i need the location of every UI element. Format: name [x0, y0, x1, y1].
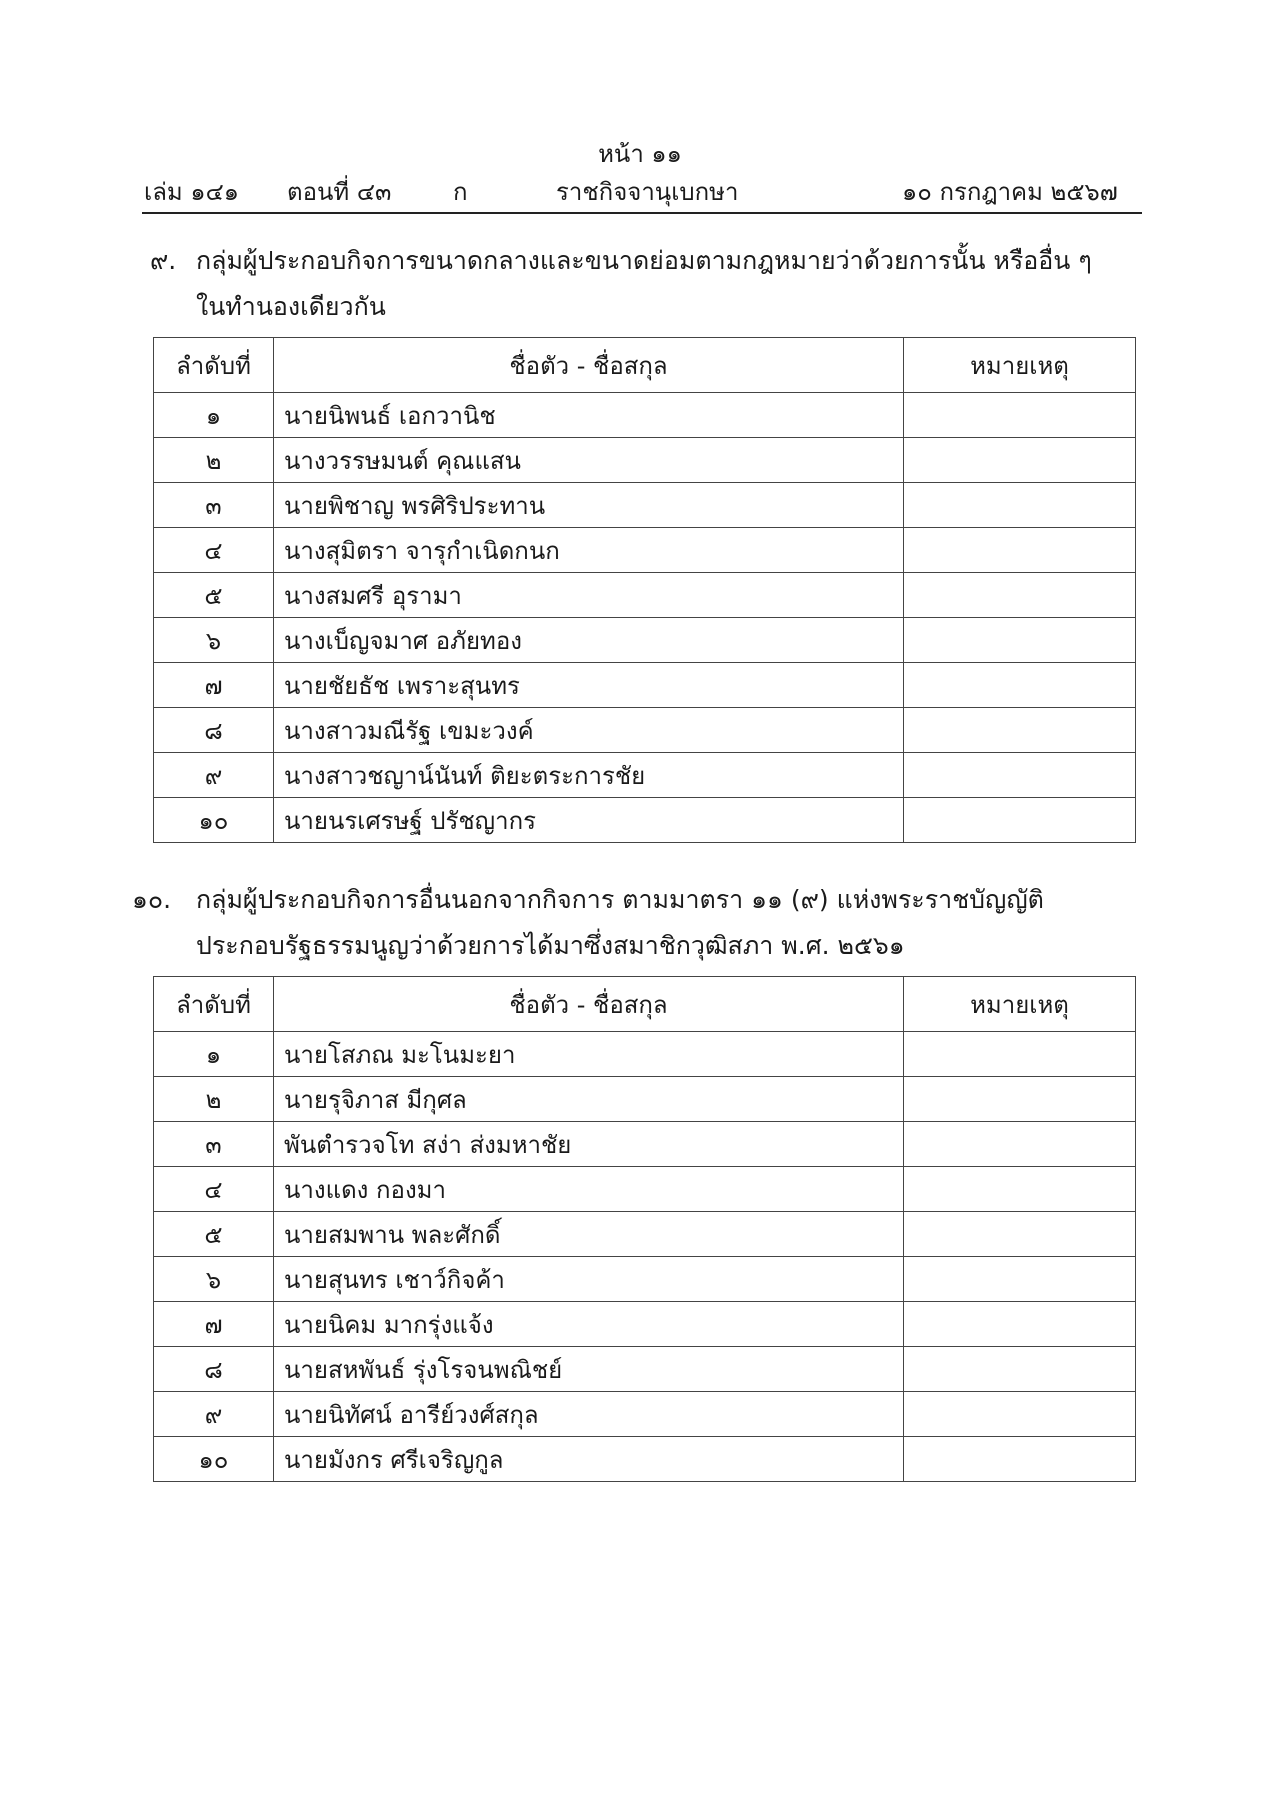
row-number: ๒ [154, 1077, 274, 1122]
row-number: ๕ [154, 1212, 274, 1257]
remark-cell [904, 1122, 1136, 1167]
person-name: นายนิคม มากรุ่งแจ้ง [274, 1302, 904, 1347]
person-name: พันตำรวจโท สง่า ส่งมหาชัย [274, 1122, 904, 1167]
row-number: ๗ [154, 663, 274, 708]
table-header-row [154, 338, 1136, 393]
row-number: ๕ [154, 573, 274, 618]
remark-cell [904, 1437, 1136, 1482]
remark-cell [904, 708, 1136, 753]
page-number: หน้า ๑๑ [598, 140, 682, 168]
table-row [154, 1437, 1136, 1482]
person-name: นายสุนทร เชาว์กิจค้า [274, 1257, 904, 1302]
row-number: ๓ [154, 483, 274, 528]
row-number: ๑ [154, 1032, 274, 1077]
remark-cell [904, 573, 1136, 618]
row-number: ๔ [154, 1167, 274, 1212]
row-number: ๙ [154, 753, 274, 798]
section-number: ๑๐. [132, 885, 172, 914]
section-title-line1: กลุ่มผู้ประกอบกิจการขนาดกลางและขนาดย่อมตามกฎหมายว่าด้วยการนั้น หรืออื่น ๆ [196, 246, 1092, 275]
table-row [154, 618, 1136, 663]
row-number: ๙ [154, 1392, 274, 1437]
person-name: นางสาวชญาน์นันท์ ติยะตระการชัย [274, 753, 904, 798]
row-number: ๑๐ [154, 798, 274, 843]
person-name: นางสาวมณีรัฐ เขมะวงค์ [274, 708, 904, 753]
remark-cell [904, 483, 1136, 528]
section-title-line2: ในทำนองเดียวกัน [196, 292, 386, 321]
table-row [154, 1212, 1136, 1257]
table-row [154, 438, 1136, 483]
remark-cell [904, 663, 1136, 708]
row-number: ๖ [154, 618, 274, 663]
remark-cell [904, 618, 1136, 663]
publication-date: ๑๐ กรกฎาคม ๒๕๖๗ [902, 178, 1118, 206]
section-label: ก [453, 178, 468, 206]
row-number: ๓ [154, 1122, 274, 1167]
table-row [154, 483, 1136, 528]
publication-title: ราชกิจจานุเบกษา [556, 178, 739, 206]
remark-cell [904, 798, 1136, 843]
table-row [154, 1077, 1136, 1122]
person-name: นายนิทัศน์ อารีย์วงศ์สกุล [274, 1392, 904, 1437]
row-number: ๒ [154, 438, 274, 483]
column-header-name: ชื่อตัว - ชื่อสกุล [274, 338, 904, 393]
remark-cell [904, 1347, 1136, 1392]
table-row [154, 1122, 1136, 1167]
table-row [154, 528, 1136, 573]
table-row [154, 1257, 1136, 1302]
row-number: ๘ [154, 708, 274, 753]
remark-cell [904, 1392, 1136, 1437]
remark-cell [904, 393, 1136, 438]
section-10-heading [132, 877, 1140, 969]
person-name: นายนรเศรษฐ์ ปรัชญากร [274, 798, 904, 843]
person-name: นายรุจิภาส มีกุศล [274, 1077, 904, 1122]
header-divider [142, 212, 1142, 214]
row-number: ๖ [154, 1257, 274, 1302]
column-header-order: ลำดับที่ [154, 338, 274, 393]
table-header-row [154, 977, 1136, 1032]
remark-cell [904, 438, 1136, 483]
remark-cell [904, 1032, 1136, 1077]
remark-cell [904, 753, 1136, 798]
person-name: นายสมพาน พละศักดิ์ [274, 1212, 904, 1257]
table-row [154, 573, 1136, 618]
table-row [154, 1302, 1136, 1347]
remark-cell [904, 1077, 1136, 1122]
remark-cell [904, 1167, 1136, 1212]
person-name: นายชัยธัช เพราะสุนทร [274, 663, 904, 708]
column-header-remark: หมายเหตุ [904, 338, 1136, 393]
section-number: ๙. [150, 246, 177, 275]
table-row [154, 1032, 1136, 1077]
person-name: นายนิพนธ์ เอกวานิช [274, 393, 904, 438]
row-number: ๗ [154, 1302, 274, 1347]
remark-cell [904, 1302, 1136, 1347]
remark-cell [904, 528, 1136, 573]
column-header-order: ลำดับที่ [154, 977, 274, 1032]
table-row [154, 1167, 1136, 1212]
person-name: นายพิชาญ พรศิริประทาน [274, 483, 904, 528]
section-10-table [153, 976, 1136, 1482]
table-row [154, 1392, 1136, 1437]
volume-label: เล่ม ๑๔๑ [144, 178, 239, 206]
person-name: นางเบ็ญจมาศ อภัยทอง [274, 618, 904, 663]
person-name: นายสหพันธ์ รุ่งโรจนพณิชย์ [274, 1347, 904, 1392]
column-header-name: ชื่อตัว - ชื่อสกุล [274, 977, 904, 1032]
remark-cell [904, 1212, 1136, 1257]
section-9-table [153, 337, 1136, 843]
row-number: ๑ [154, 393, 274, 438]
person-name: นายโสภณ มะโนมะยา [274, 1032, 904, 1077]
person-name: นายมังกร ศรีเจริญกูล [274, 1437, 904, 1482]
person-name: นางสมศรี อุรามา [274, 573, 904, 618]
table-row [154, 663, 1136, 708]
table-row [154, 798, 1136, 843]
section-title-line2: ประกอบรัฐธรรมนูญว่าด้วยการได้มาซึ่งสมาชิกวุฒิสภา พ.ศ. ๒๕๖๑ [196, 931, 905, 960]
person-name: นางสุมิตรา จารุกำเนิดกนก [274, 528, 904, 573]
row-number: ๑๐ [154, 1437, 274, 1482]
column-header-remark: หมายเหตุ [904, 977, 1136, 1032]
table-row [154, 1347, 1136, 1392]
row-number: ๔ [154, 528, 274, 573]
remark-cell [904, 1257, 1136, 1302]
section-9-heading [150, 238, 1140, 330]
table-row [154, 753, 1136, 798]
person-name: นางวรรษมนต์ คุณแสน [274, 438, 904, 483]
issue-label: ตอนที่ ๔๓ [287, 178, 392, 206]
row-number: ๘ [154, 1347, 274, 1392]
person-name: นางแดง กองมา [274, 1167, 904, 1212]
table-row [154, 393, 1136, 438]
table-row [154, 708, 1136, 753]
section-title-line1: กลุ่มผู้ประกอบกิจการอื่นนอกจากกิจการ ตามมาตรา ๑๑ (๙) แห่งพระราชบัญญัติ [196, 885, 1044, 914]
